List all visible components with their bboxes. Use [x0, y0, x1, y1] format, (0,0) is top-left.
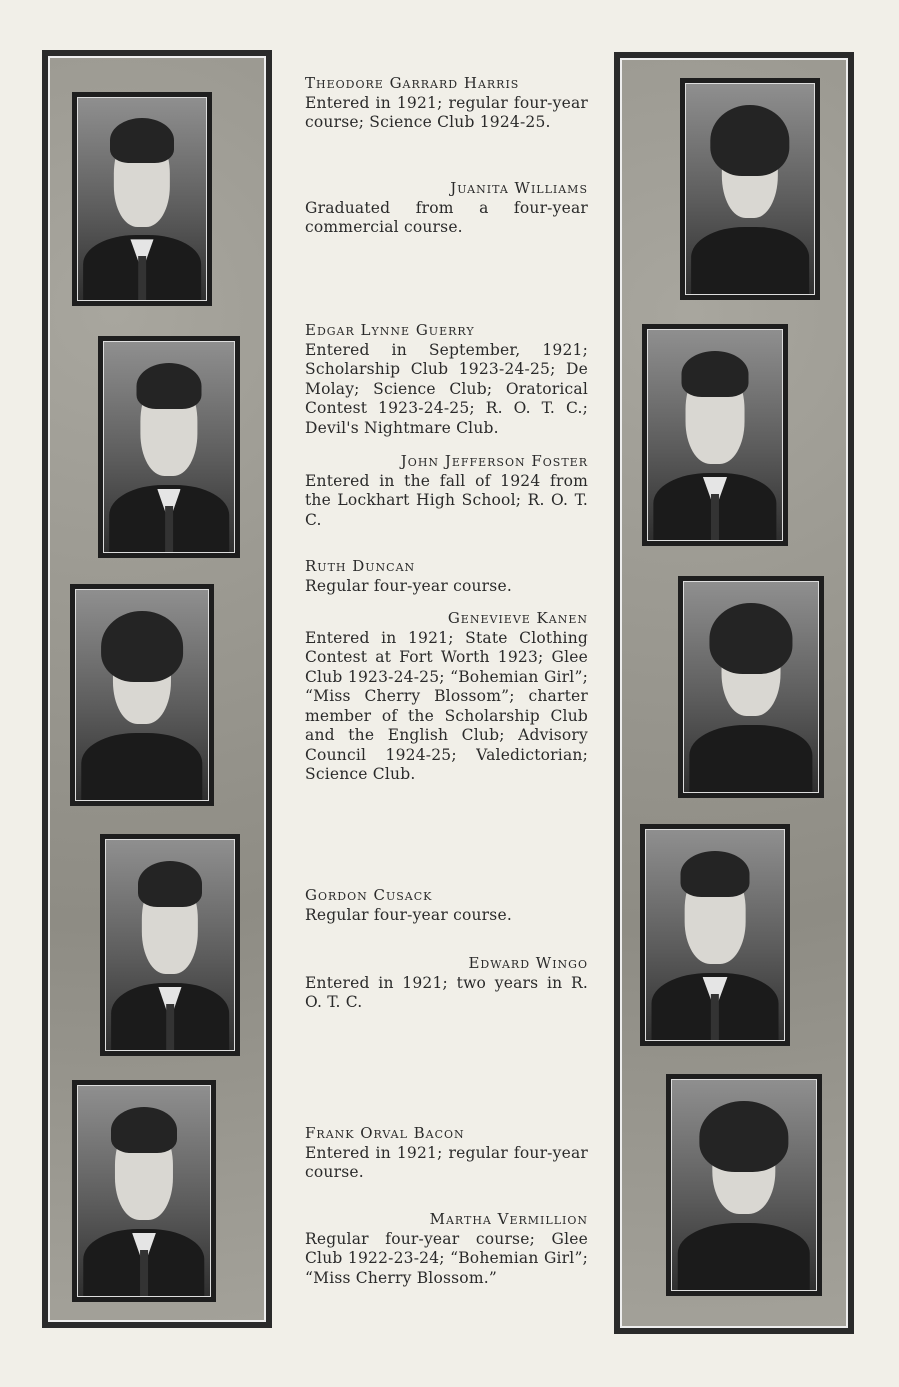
student-record: Regular four-year course; Glee Club 1922-23-24; “Bohemian Girl”; “Miss Cherry Blossom.”	[305, 1229, 588, 1287]
student-record: Entered in 1921; State Clothing Contest at Fort Worth 1923; Glee Club 1923-24-25; “Bohemian Girl”; “Miss Cherry Blossom”; charter member of the Scholarship Club and the English Club; Advisory Council 1924-25; Valedictorian; Science Club.	[305, 628, 588, 783]
student-record: Graduated from a four-year commercial course.	[305, 198, 588, 236]
student-record: Entered in 1921; regular four-year course.	[305, 1143, 588, 1181]
student-name: Gordon Cusack	[305, 886, 433, 904]
entry-gordon-cusack	[305, 886, 588, 925]
portrait-edgar-guerry	[98, 336, 240, 558]
entry-frank-bacon	[305, 1124, 588, 1183]
portrait-ruth-duncan	[70, 584, 214, 806]
left-portrait-strip	[42, 50, 272, 1328]
student-name: Juanita Williams	[450, 179, 588, 197]
student-name: Ruth Duncan	[305, 557, 416, 575]
portrait-martha-vermillion	[666, 1074, 822, 1296]
student-name: Edward Wingo	[468, 954, 588, 972]
portrait-john-foster	[642, 324, 788, 546]
left-strip-mat	[48, 56, 266, 1322]
entry-ruth-duncan	[305, 557, 588, 596]
student-record: Entered in 1921; regular four-year course; Science Club 1924-25.	[305, 93, 588, 131]
student-name: Edgar Lynne Guerry	[305, 321, 475, 339]
portrait-juanita-williams	[680, 78, 820, 300]
student-name: Frank Orval Bacon	[305, 1124, 465, 1142]
student-record: Entered in the fall of 1924 from the Lockhart High School; R. O. T. C.	[305, 471, 588, 529]
portrait-edward-wingo	[640, 824, 790, 1046]
portrait-gordon-cusack	[100, 834, 240, 1056]
entry-martha-vermillion	[305, 1210, 588, 1288]
student-name: Martha Vermillion	[429, 1210, 588, 1228]
entry-edgar-guerry	[305, 321, 588, 438]
right-strip-mat	[620, 58, 848, 1328]
entry-edward-wingo	[305, 954, 588, 1013]
student-record: Entered in September, 1921; Scholarship Club 1923-24-25; De Molay; Science Club; Oratorical Contest 1923-24-25; R. O. T. C.; Devil's Nightmare Club.	[305, 340, 588, 437]
entry-juanita-williams	[305, 179, 588, 238]
student-name: Theodore Garrard Harris	[305, 74, 520, 92]
entry-genevieve-kanen	[305, 609, 588, 785]
entry-john-foster	[305, 452, 588, 530]
student-record: Regular four-year course.	[305, 576, 512, 595]
entry-theodore-harris	[305, 74, 588, 133]
student-name: John Jefferson Foster	[400, 452, 588, 470]
right-portrait-strip	[614, 52, 854, 1334]
student-name: Genevieve Kanen	[447, 609, 588, 627]
portrait-frank-bacon	[72, 1080, 216, 1302]
portrait-theodore-harris	[72, 92, 212, 306]
student-record: Entered in 1921; two years in R. O. T. C.	[305, 973, 588, 1011]
student-record: Regular four-year course.	[305, 905, 512, 924]
portrait-genevieve-kanen	[678, 576, 824, 798]
